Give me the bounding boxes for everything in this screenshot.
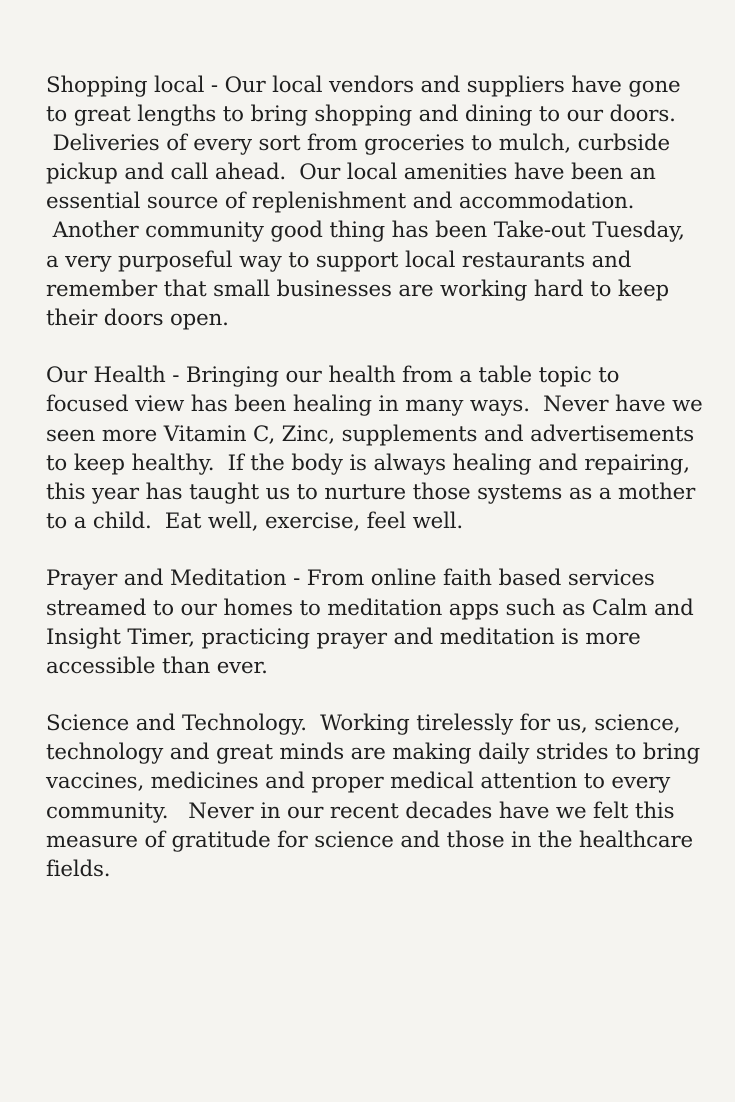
paragraph-line: this year has taught us to nurture those systems as a mother xyxy=(46,479,696,505)
paragraph-line: to keep healthy. If the body is always healing and repairing, xyxy=(46,450,690,476)
paragraph-line: to great lengths to bring shopping and dining to our doors. xyxy=(46,102,676,128)
paragraph-line: technology and great minds are making daily strides to bring xyxy=(46,740,700,766)
paragraph-line: Another community good thing has been Take-out Tuesday, xyxy=(46,218,685,244)
paragraph-line: vaccines, medicines and proper medical attention to every xyxy=(46,769,671,795)
paragraph-line: Deliveries of every sort from groceries to mulch, curbside xyxy=(46,131,670,157)
paragraph-line: Prayer and Meditation - From online faith based services xyxy=(46,566,655,592)
paragraph-shopping-local xyxy=(46,71,717,333)
paragraph-line: seen more Vitamin C, Zinc, supplements and advertisements xyxy=(46,421,695,447)
paragraph-line: remember that small businesses are working hard to keep xyxy=(46,276,670,302)
paragraph-line: fields. xyxy=(46,856,111,882)
paragraph-line: Insight Timer, practicing prayer and meditation is more xyxy=(46,624,641,650)
paragraph-line: streamed to our homes to meditation apps such as Calm and xyxy=(46,595,694,621)
paragraph-prayer-and-meditation xyxy=(46,564,717,680)
paragraph-line: focused view has been healing in many ways. Never have we xyxy=(46,392,703,418)
paragraph-line: their doors open. xyxy=(46,305,229,331)
paragraph-line: community. Never in our recent decades have we felt this xyxy=(46,798,675,824)
paragraph-line: measure of gratitude for science and those in the healthcare xyxy=(46,827,693,853)
paragraph-science-and-technology xyxy=(46,709,717,884)
paragraph-line: accessible than ever. xyxy=(46,653,268,679)
paragraph-line: a very purposeful way to support local restaurants and xyxy=(46,247,632,273)
paragraph-line: Shopping local - Our local vendors and suppliers have gone xyxy=(46,73,681,98)
paragraph-line: pickup and call ahead. Our local amenities have been an xyxy=(46,160,656,186)
paragraph-line: Our Health - Bringing our health from a table topic to xyxy=(46,363,620,389)
paragraph-our-health xyxy=(46,361,717,536)
paragraph-line: essential source of replenishment and accommodation. xyxy=(46,189,635,215)
paragraph-line: to a child. Eat well, exercise, feel well. xyxy=(46,508,464,534)
paragraph-line: Science and Technology. Working tirelessly for us, science, xyxy=(46,711,681,737)
